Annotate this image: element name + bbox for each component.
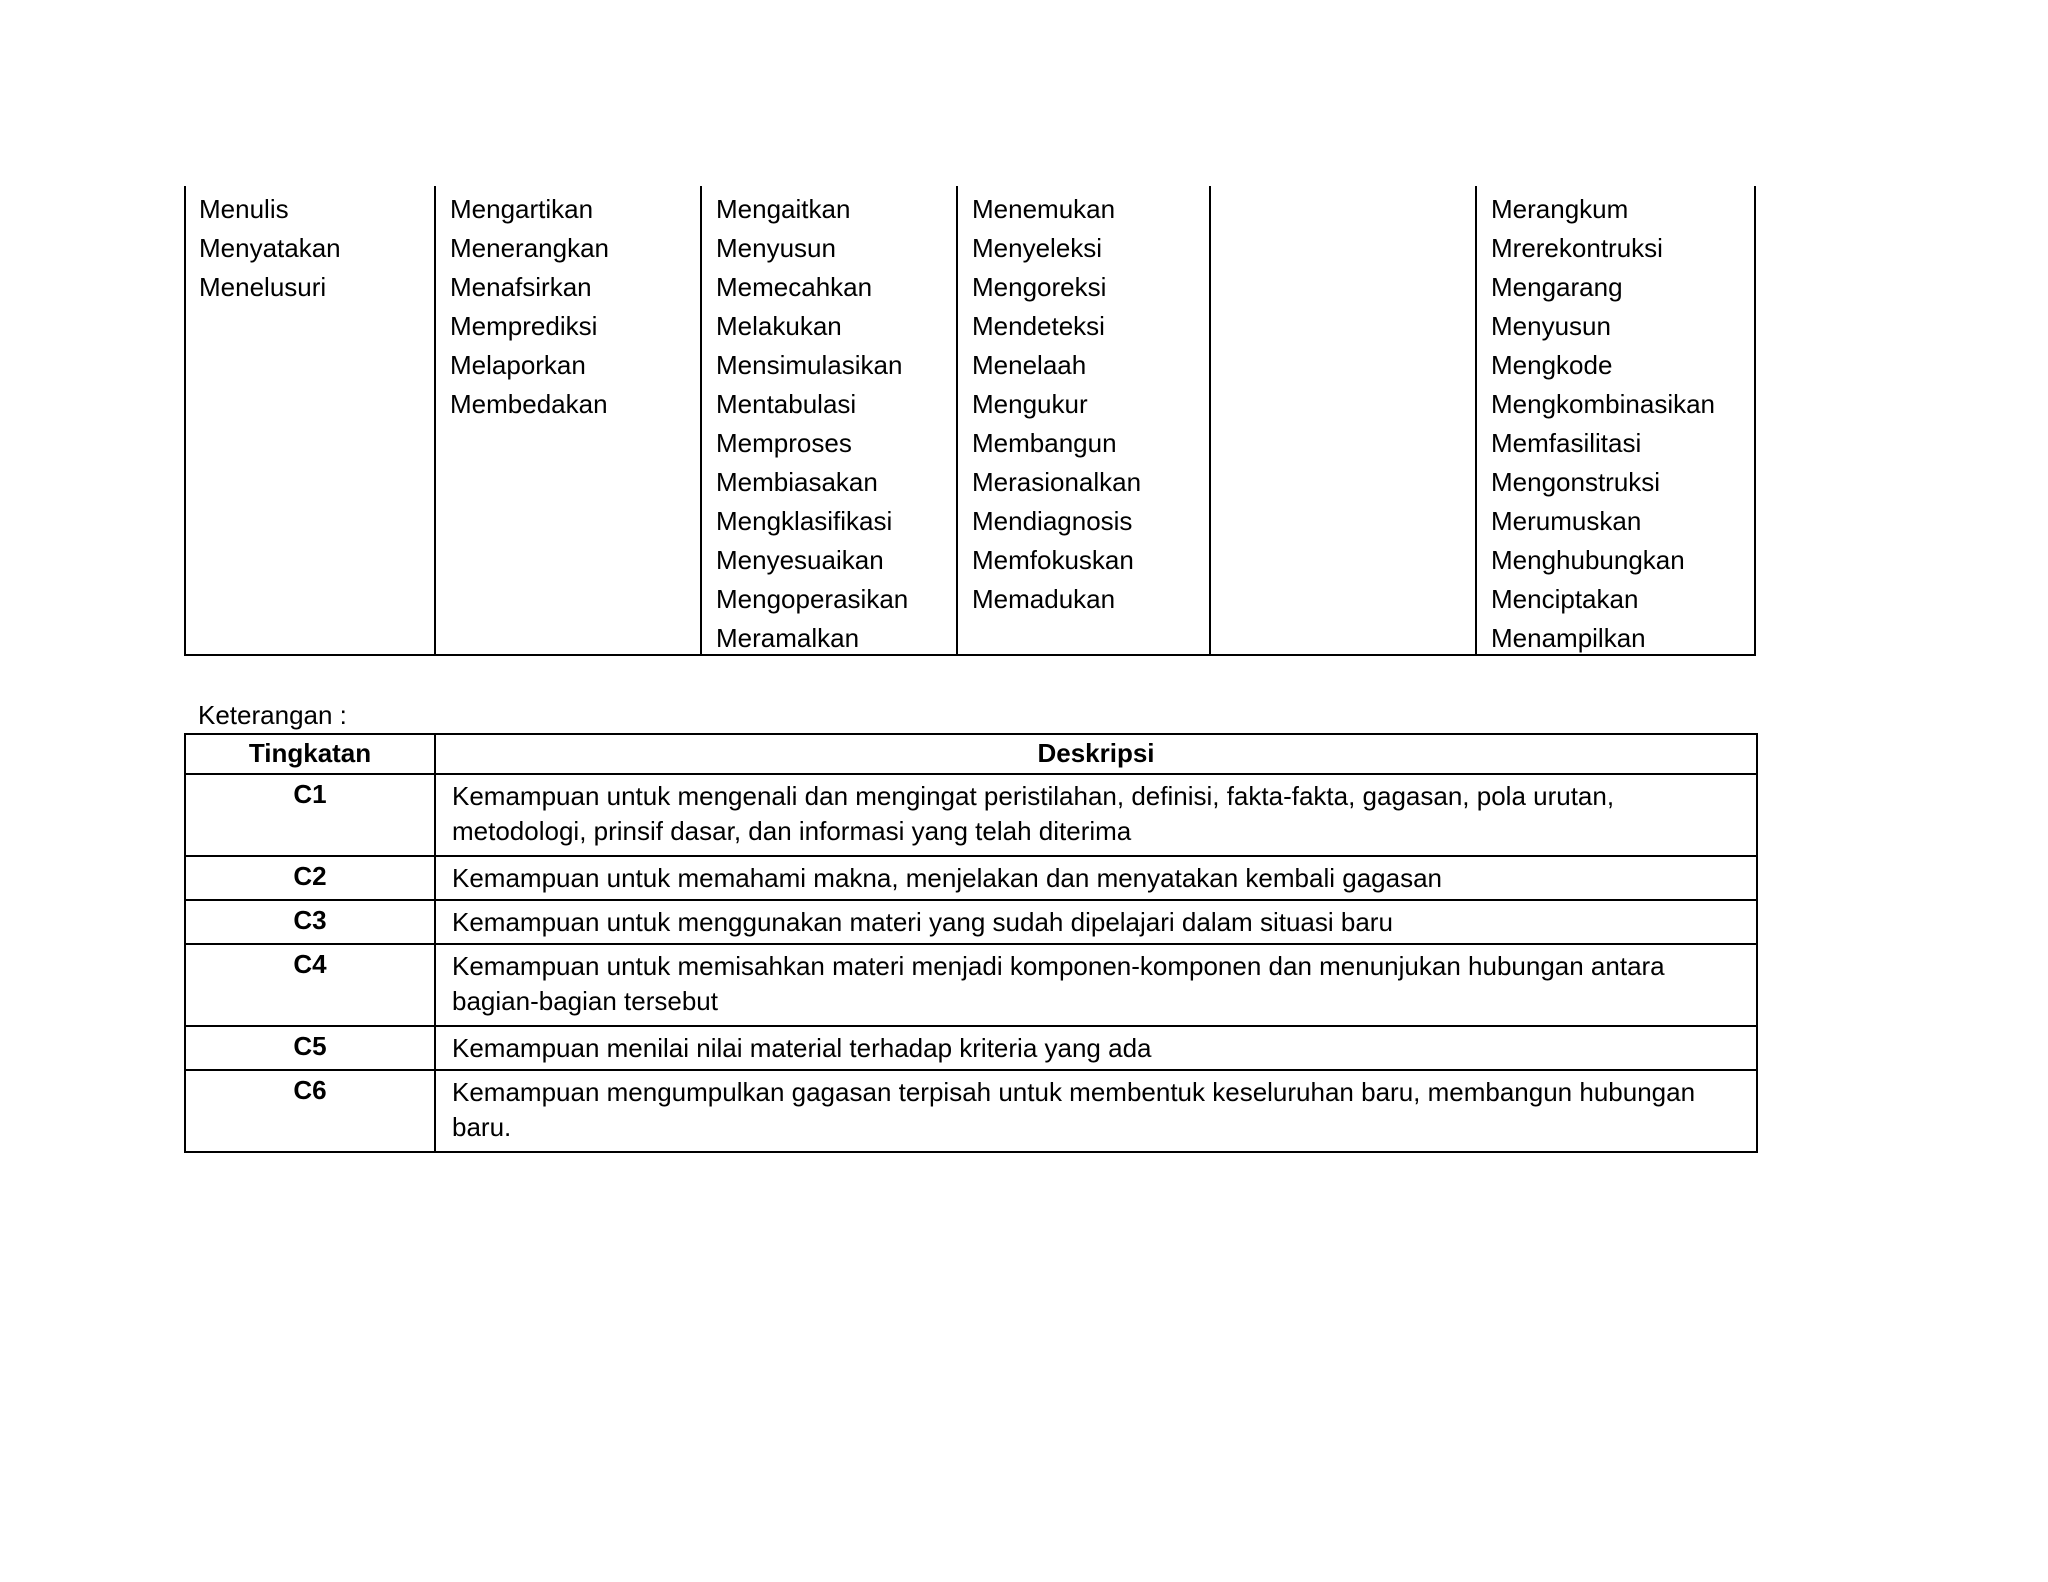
verb-item: Mengarang <box>1491 272 1623 302</box>
verbs-column-c1 <box>184 186 435 654</box>
verb-item: Menelaah <box>972 350 1087 380</box>
verb-item: Mengkombinasikan <box>1491 389 1716 419</box>
verb-item: Merangkum <box>1491 194 1629 224</box>
verb-item: Merasionalkan <box>972 467 1142 497</box>
verb-item: Membangun <box>972 428 1117 458</box>
verb-item: Memadukan <box>972 584 1116 614</box>
verb-item: Mengoperasikan <box>716 584 909 614</box>
header-description: Deskripsi <box>435 734 1757 774</box>
verb-item: Membedakan <box>450 389 608 419</box>
verb-item: Menghubungkan <box>1491 545 1685 575</box>
keterangan-label: Keterangan : <box>198 700 347 730</box>
verb-item: Melaporkan <box>450 350 586 380</box>
description-cell: Kemampuan mengumpulkan gagasan terpisah untuk membentuk keseluruhan baru, membangun hubungan baru. <box>435 1070 1757 1152</box>
description-cell: Kemampuan untuk mengenali dan mengingat peristilahan, definisi, fakta-fakta, gagasan, pola urutan, metodologi, prinsif dasar, dan informasi yang telah diterima <box>435 774 1757 856</box>
verb-item: Menampilkan <box>1491 623 1646 653</box>
level-cell: C2 <box>185 856 435 900</box>
verbs-column-c2 <box>435 186 701 654</box>
verbs-table <box>184 186 1754 656</box>
verb-item: Mensimulasikan <box>716 350 903 380</box>
verb-item: Menyusun <box>1491 311 1611 341</box>
verbs-column-c3 <box>701 186 957 654</box>
column-divider <box>700 186 702 656</box>
column-divider <box>1475 186 1477 656</box>
column-divider <box>434 186 436 656</box>
header-level: Tingkatan <box>185 734 435 774</box>
level-description-table <box>184 733 1758 1153</box>
level-cell: C1 <box>185 774 435 856</box>
verb-item: Memproses <box>716 428 852 458</box>
verb-item: Mrerekontruksi <box>1491 233 1663 263</box>
verb-item: Menyatakan <box>199 233 341 263</box>
table-row <box>185 1026 1757 1070</box>
verb-item: Mendiagnosis <box>972 506 1133 536</box>
verb-item: Mentabulasi <box>716 389 857 419</box>
level-cell: C3 <box>185 900 435 944</box>
verb-item: Mengartikan <box>450 194 594 224</box>
verb-item: Menafsirkan <box>450 272 592 302</box>
verb-item: Mengaitkan <box>716 194 851 224</box>
verb-item: Memfokuskan <box>972 545 1134 575</box>
table-row <box>185 856 1757 900</box>
verb-item: Memprediksi <box>450 311 598 341</box>
verbs-column-c5 <box>1210 186 1476 654</box>
table-border-left <box>184 186 186 656</box>
table-row <box>185 774 1757 856</box>
verb-item: Menyusun <box>716 233 836 263</box>
column-divider <box>1209 186 1211 656</box>
verb-item: Menerangkan <box>450 233 609 263</box>
verb-item: Meramalkan <box>716 623 860 653</box>
column-divider <box>956 186 958 656</box>
table-header-row <box>185 734 1757 774</box>
verbs-column-c4 <box>957 186 1210 654</box>
description-cell: Kemampuan menilai nilai material terhadap kriteria yang ada <box>435 1026 1757 1070</box>
verb-item: Melakukan <box>716 311 842 341</box>
verb-item: Mengkode <box>1491 350 1613 380</box>
verb-item: Mengonstruksi <box>1491 467 1661 497</box>
verb-item: Menulis <box>199 194 289 224</box>
table-border-right <box>1754 186 1756 656</box>
table-row <box>185 1070 1757 1152</box>
verb-item: Menelusuri <box>199 272 327 302</box>
level-cell: C6 <box>185 1070 435 1152</box>
description-cell: Kemampuan untuk memisahkan materi menjadi komponen-komponen dan menunjukan hubungan antara bagian-bagian tersebut <box>435 944 1757 1026</box>
verb-item: Memfasilitasi <box>1491 428 1642 458</box>
level-cell: C5 <box>185 1026 435 1070</box>
verb-item: Merumuskan <box>1491 506 1642 536</box>
verb-item: Mengklasifikasi <box>716 506 893 536</box>
description-cell: Kemampuan untuk menggunakan materi yang sudah dipelajari dalam situasi baru <box>435 900 1757 944</box>
verb-item: Mendeteksi <box>972 311 1105 341</box>
verb-item: Menyesuaikan <box>716 545 884 575</box>
verb-item: Menciptakan <box>1491 584 1639 614</box>
verb-item: Membiasakan <box>716 467 878 497</box>
table-row <box>185 900 1757 944</box>
verb-item: Mengoreksi <box>972 272 1107 302</box>
verb-item: Memecahkan <box>716 272 873 302</box>
table-row <box>185 944 1757 1026</box>
verb-item: Menemukan <box>972 194 1116 224</box>
description-cell: Kemampuan untuk memahami makna, menjelakan dan menyatakan kembali gagasan <box>435 856 1757 900</box>
verb-item: Menyeleksi <box>972 233 1103 263</box>
verb-item: Mengukur <box>972 389 1088 419</box>
level-cell: C4 <box>185 944 435 1026</box>
verbs-column-c6 <box>1476 186 1754 654</box>
